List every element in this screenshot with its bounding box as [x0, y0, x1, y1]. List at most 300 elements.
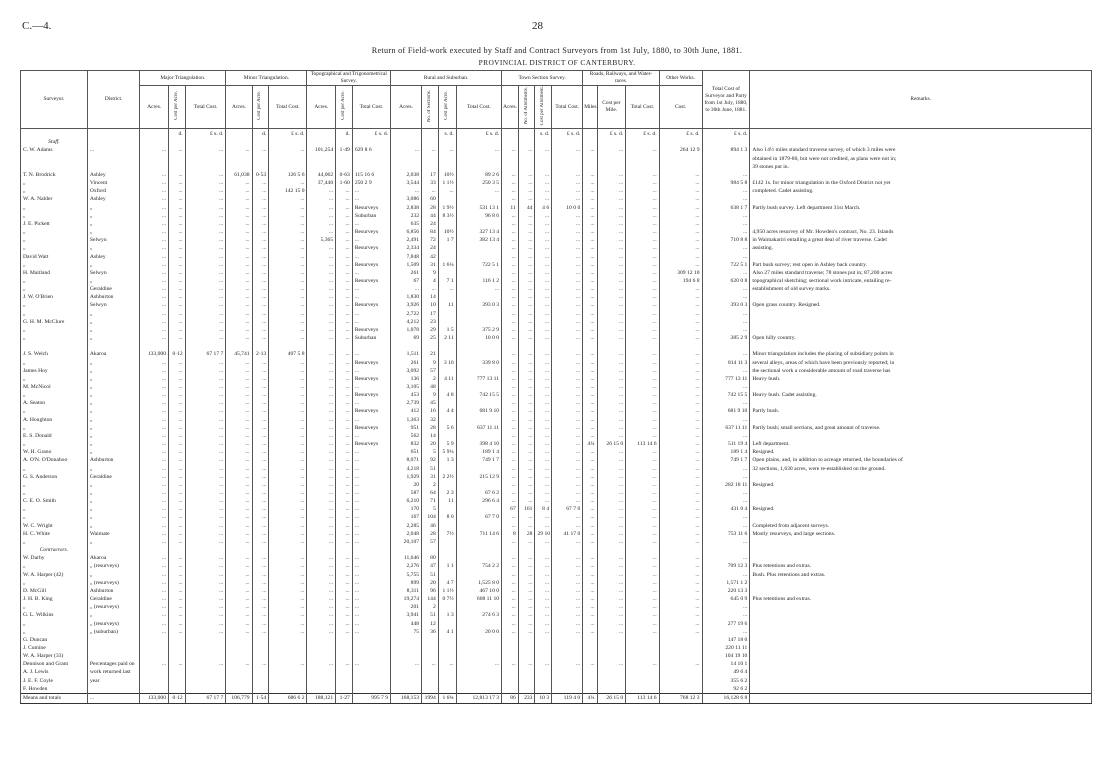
value-cell: ...	[185, 326, 226, 334]
value-cell	[535, 668, 552, 676]
value-cell: ...	[502, 554, 519, 562]
value-cell: ...	[226, 505, 252, 513]
value-cell	[456, 155, 501, 163]
value-cell	[659, 668, 702, 676]
value-cell: ...	[518, 375, 535, 383]
value-cell: ...	[626, 310, 659, 318]
value-cell: ...	[422, 285, 439, 293]
value-cell	[226, 138, 252, 146]
value-cell: ...	[626, 375, 659, 383]
value-cell	[583, 546, 597, 554]
value-cell: ...	[583, 171, 597, 179]
value-cell: ...	[336, 359, 353, 367]
value-cell: ...	[140, 195, 169, 203]
value-cell: ...	[307, 440, 336, 448]
district-cell	[87, 636, 140, 644]
value-cell: ...	[702, 513, 750, 521]
district-cell	[87, 652, 140, 660]
value-cell: 67	[502, 505, 519, 513]
value-cell	[438, 310, 456, 318]
value-cell: ...	[169, 228, 186, 236]
value-cell: ...	[552, 407, 583, 415]
value-cell: ...	[659, 253, 702, 261]
value-cell: 753 11 6	[702, 530, 750, 538]
value-cell	[518, 163, 535, 171]
unit-cell: d.	[336, 129, 353, 139]
total-cell: 233	[518, 693, 535, 703]
value-cell: ...	[140, 244, 169, 252]
remarks-cell: obtained in 1879-80, but were not credited, as plans were not in;	[750, 155, 1092, 163]
value-cell: 2,334	[391, 244, 422, 252]
value-cell: ...	[169, 587, 186, 595]
value-cell: ...	[702, 293, 750, 301]
district-cell: Selwyn	[87, 236, 140, 244]
value-cell	[659, 342, 702, 350]
value-cell: ...	[626, 285, 659, 293]
value-cell: ...	[535, 236, 552, 244]
remarks-cell: assisting.	[750, 244, 1092, 252]
value-cell	[336, 685, 353, 694]
value-cell: ...	[626, 326, 659, 334]
value-cell: ...	[597, 628, 626, 636]
district-cell: „	[87, 538, 140, 546]
table-row	[21, 220, 1092, 228]
value-cell: ...	[659, 391, 702, 399]
value-cell: 638 1 7	[702, 204, 750, 212]
value-cell: ...	[307, 571, 336, 579]
value-cell: ...	[307, 244, 336, 252]
value-cell: ...	[185, 448, 226, 456]
value-cell: 777 13 11	[456, 375, 501, 383]
value-cell: ...	[583, 318, 597, 326]
district-cell: Ashburton	[87, 587, 140, 595]
value-cell: ...	[502, 375, 519, 383]
value-cell	[438, 293, 456, 301]
value-cell: ...	[702, 285, 750, 293]
value-cell	[352, 155, 390, 163]
table-body	[21, 138, 1092, 703]
value-cell: ...	[535, 212, 552, 220]
value-cell: 398 4 10	[456, 440, 501, 448]
value-cell: ...	[518, 212, 535, 220]
value-cell: ...	[336, 334, 353, 342]
value-cell: 46	[422, 522, 439, 530]
value-cell: ...	[185, 212, 226, 220]
value-cell: ...	[185, 513, 226, 521]
value-cell: ...	[518, 301, 535, 309]
surveyor-cell: „	[21, 236, 88, 244]
value-cell: 339 8 0	[456, 359, 501, 367]
value-cell: 355 6 2	[702, 677, 750, 685]
value-cell	[552, 342, 583, 350]
value-cell: ...	[626, 204, 659, 212]
value-cell: ...	[269, 285, 307, 293]
total-cell	[750, 693, 1092, 703]
value-cell: ...	[597, 179, 626, 187]
district-cell: „	[87, 407, 140, 415]
table-row	[21, 448, 1092, 456]
value-cell: ...	[185, 571, 226, 579]
value-cell	[422, 685, 439, 694]
remarks-cell: Also 27 miles standard traverse; 78 stones put in; 87,200 acres	[750, 269, 1092, 277]
value-cell: ...	[502, 562, 519, 570]
value-cell: 608 11 10	[456, 595, 501, 603]
value-cell: ...	[626, 301, 659, 309]
value-cell: ...	[185, 603, 226, 611]
value-cell: 777 13 11	[702, 375, 750, 383]
value-cell: 1 1	[438, 562, 456, 570]
value-cell: ...	[702, 253, 750, 261]
value-cell	[438, 685, 456, 694]
value-cell: ...	[552, 171, 583, 179]
value-cell	[307, 546, 336, 554]
value-cell: 67 7 0	[552, 505, 583, 513]
value-cell: ...	[226, 538, 252, 546]
value-cell: ...	[185, 236, 226, 244]
value-cell: ...	[702, 310, 750, 318]
value-cell	[502, 668, 519, 676]
table-row	[21, 195, 1092, 203]
value-cell: ...	[252, 562, 269, 570]
value-cell: ...	[140, 473, 169, 481]
value-cell: ...	[307, 350, 336, 358]
value-cell: ...	[140, 628, 169, 636]
value-cell: ...	[307, 383, 336, 391]
value-cell: ...	[226, 579, 252, 587]
table-row	[21, 375, 1092, 383]
value-cell: ...	[140, 562, 169, 570]
value-cell: 2,285	[391, 522, 422, 530]
value-cell: 3,941	[391, 611, 422, 619]
value-cell	[352, 342, 390, 350]
district-cell: Ashley	[87, 195, 140, 203]
value-cell: ...	[226, 301, 252, 309]
value-cell: ...	[597, 497, 626, 505]
value-cell	[438, 522, 456, 530]
value-cell: 722 5 1	[702, 261, 750, 269]
value-cell: ...	[185, 367, 226, 375]
remarks-cell: Open grass country. Resigned.	[750, 301, 1092, 309]
return-table	[20, 70, 1092, 704]
value-cell	[422, 644, 439, 652]
value-cell: ...	[169, 391, 186, 399]
value-cell: ...	[269, 473, 307, 481]
table-row	[21, 432, 1092, 440]
value-cell: ...	[226, 595, 252, 603]
value-cell: ...	[185, 579, 226, 587]
value-cell: ...	[702, 212, 750, 220]
district-cell: „	[87, 505, 140, 513]
surveyor-cell	[21, 163, 88, 171]
district-cell: „	[87, 513, 140, 521]
value-cell: 951	[391, 424, 422, 432]
value-cell: 1 5	[438, 326, 456, 334]
value-cell: 10½	[438, 171, 456, 179]
value-cell: ...	[307, 318, 336, 326]
table-row	[21, 595, 1092, 603]
value-cell: ...	[552, 334, 583, 342]
value-cell	[535, 652, 552, 660]
value-cell: ...	[307, 513, 336, 521]
value-cell	[169, 677, 186, 685]
value-cell: ...	[336, 538, 353, 546]
value-cell: 23	[422, 318, 439, 326]
district-cell	[87, 155, 140, 163]
value-cell	[226, 644, 252, 652]
value-cell: 11,646	[391, 554, 422, 562]
value-cell: 1 1½	[438, 179, 456, 187]
value-cell	[307, 644, 336, 652]
value-cell: ...	[659, 497, 702, 505]
table-row	[21, 334, 1092, 342]
value-cell: ...	[552, 293, 583, 301]
value-cell: ...	[185, 554, 226, 562]
value-cell: ...	[140, 293, 169, 301]
value-cell: ...	[140, 554, 169, 562]
value-cell: ...	[552, 146, 583, 154]
district-cell: „	[87, 310, 140, 318]
value-cell: ...	[252, 456, 269, 464]
value-cell: ...	[185, 146, 226, 154]
value-cell: ...	[583, 628, 597, 636]
value-cell	[352, 677, 390, 685]
value-cell: ...	[535, 367, 552, 375]
value-cell: ...	[626, 587, 659, 595]
value-cell: ...	[502, 595, 519, 603]
sub-total-cost: Total Cost.	[269, 86, 307, 129]
value-cell: ...	[336, 391, 353, 399]
value-cell: ...	[518, 277, 535, 285]
surveyor-cell: „	[21, 391, 88, 399]
value-cell	[438, 652, 456, 660]
value-cell: ...	[352, 522, 390, 530]
value-cell: ...	[185, 195, 226, 203]
value-cell: ...	[535, 465, 552, 473]
surveyor-cell	[21, 342, 88, 350]
value-cell: ...	[552, 579, 583, 587]
value-cell: ...	[552, 383, 583, 391]
value-cell	[140, 677, 169, 685]
value-cell: ...	[252, 383, 269, 391]
value-cell: ...	[169, 571, 186, 579]
value-cell: ...	[626, 579, 659, 587]
value-cell	[438, 481, 456, 489]
value-cell: ...	[502, 416, 519, 424]
value-cell: ...	[252, 236, 269, 244]
value-cell: ...	[185, 359, 226, 367]
value-cell: ...	[140, 416, 169, 424]
value-cell: ...	[659, 473, 702, 481]
value-cell	[535, 644, 552, 652]
value-cell	[307, 163, 336, 171]
value-cell: 28	[518, 530, 535, 538]
value-cell: ...	[352, 350, 390, 358]
remarks-cell	[750, 220, 1092, 228]
value-cell: Resurveys	[352, 440, 390, 448]
value-cell: ...	[552, 269, 583, 277]
value-cell: ...	[626, 660, 659, 668]
total-cell: 188,121	[307, 693, 336, 703]
value-cell: 9	[422, 269, 439, 277]
sub-miles: Miles.	[583, 86, 597, 129]
sub-acres: Acres.	[391, 86, 422, 129]
value-cell: ...	[269, 383, 307, 391]
value-cell	[456, 571, 501, 579]
value-cell: ...	[659, 522, 702, 530]
value-cell: ...	[518, 236, 535, 244]
district-cell: „	[87, 489, 140, 497]
value-cell: ...	[659, 416, 702, 424]
value-cell: 1 6¼	[438, 261, 456, 269]
value-cell: ...	[535, 350, 552, 358]
value-cell: 681 9 10	[702, 407, 750, 415]
surveyor-cell: James Hoy	[21, 367, 88, 375]
value-cell: 1 1½	[438, 587, 456, 595]
value-cell: ...	[307, 253, 336, 261]
value-cell	[226, 155, 252, 163]
value-cell: ...	[185, 334, 226, 342]
unit-cell	[583, 129, 597, 139]
value-cell: 104 19 10	[702, 652, 750, 660]
value-cell: 8 3½	[438, 212, 456, 220]
table-row	[21, 530, 1092, 538]
value-cell: ...	[552, 587, 583, 595]
value-cell: ...	[626, 473, 659, 481]
total-cell: 0·12	[169, 693, 186, 703]
value-cell: ...	[518, 326, 535, 334]
value-cell: ...	[140, 424, 169, 432]
value-cell: ...	[502, 261, 519, 269]
district-cell: „	[87, 497, 140, 505]
value-cell: ...	[307, 310, 336, 318]
value-cell: ...	[252, 391, 269, 399]
value-cell: ...	[583, 220, 597, 228]
value-cell	[269, 163, 307, 171]
value-cell: 11	[502, 204, 519, 212]
value-cell: 126 5 6	[269, 171, 307, 179]
value-cell	[185, 685, 226, 694]
value-cell	[185, 155, 226, 163]
value-cell: ...	[502, 220, 519, 228]
value-cell: 28	[422, 204, 439, 212]
unit-cell	[502, 129, 519, 139]
value-cell	[391, 163, 422, 171]
surveyor-cell: J. W. O'Brien	[21, 293, 88, 301]
table-row	[21, 481, 1092, 489]
value-cell: 393 0 3	[456, 301, 501, 309]
value-cell: 14 10 1	[702, 660, 750, 668]
value-cell	[391, 668, 422, 676]
value-cell: ...	[583, 620, 597, 628]
value-cell	[456, 253, 501, 261]
value-cell: ...	[597, 261, 626, 269]
surveyor-cell: „	[21, 204, 88, 212]
value-cell: ...	[518, 579, 535, 587]
value-cell: ...	[226, 228, 252, 236]
value-cell: ...	[626, 318, 659, 326]
value-cell: 20	[422, 579, 439, 587]
value-cell: ...	[336, 595, 353, 603]
value-cell: ...	[535, 269, 552, 277]
value-cell: ...	[702, 497, 750, 505]
total-cell: 995 7 9	[352, 693, 390, 703]
surveyor-cell: M. McNicol	[21, 383, 88, 391]
value-cell: ...	[535, 456, 552, 464]
value-cell	[252, 546, 269, 554]
table-row	[21, 293, 1092, 301]
total-cell: 1·27	[336, 693, 353, 703]
value-cell: ...	[535, 587, 552, 595]
value-cell: ...	[140, 465, 169, 473]
value-cell: ...	[169, 253, 186, 261]
value-cell: ...	[518, 367, 535, 375]
value-cell: ...	[269, 407, 307, 415]
value-cell	[502, 163, 519, 171]
value-cell: ...	[185, 179, 226, 187]
value-cell: ...	[336, 269, 353, 277]
surveyor-cell: „	[21, 407, 88, 415]
value-cell: ...	[226, 465, 252, 473]
value-cell: 637 11 11	[702, 424, 750, 432]
value-cell: ...	[336, 522, 353, 530]
table-row	[21, 473, 1092, 481]
value-cell: ...	[140, 587, 169, 595]
value-cell: ...	[185, 407, 226, 415]
value-cell	[456, 546, 501, 554]
value-cell: ...	[626, 236, 659, 244]
page-number: 28	[532, 20, 543, 32]
table-row	[21, 326, 1092, 334]
value-cell: ...	[307, 448, 336, 456]
value-cell: ...	[659, 301, 702, 309]
value-cell: 2,838	[391, 204, 422, 212]
value-cell: 1·49	[336, 146, 353, 154]
value-cell	[438, 244, 456, 252]
value-cell: 9	[422, 391, 439, 399]
value-cell: ...	[552, 350, 583, 358]
value-cell: ...	[169, 424, 186, 432]
value-cell	[336, 155, 353, 163]
value-cell: ...	[552, 220, 583, 228]
value-cell: ...	[702, 628, 750, 636]
value-cell: ...	[626, 220, 659, 228]
remarks-cell: Resigned.	[750, 505, 1092, 513]
value-cell: ...	[307, 554, 336, 562]
value-cell	[456, 620, 501, 628]
value-cell: ...	[252, 465, 269, 473]
value-cell: ...	[307, 481, 336, 489]
value-cell: 2·13	[252, 350, 269, 358]
value-cell: ...	[140, 513, 169, 521]
value-cell: ...	[456, 146, 501, 154]
value-cell: ...	[659, 171, 702, 179]
value-cell	[438, 367, 456, 375]
total-cell: 10 3	[535, 693, 552, 703]
value-cell: ...	[702, 432, 750, 440]
district-cell: Ashley	[87, 171, 140, 179]
value-cell: ...	[169, 220, 186, 228]
value-cell: ...	[226, 660, 252, 668]
value-cell: ...	[169, 660, 186, 668]
value-cell: ...	[583, 293, 597, 301]
value-cell	[438, 416, 456, 424]
value-cell: ...	[352, 505, 390, 513]
table-row	[21, 636, 1092, 644]
value-cell: ...	[307, 473, 336, 481]
total-cell: 768 12 3	[659, 693, 702, 703]
value-cell: ...	[583, 579, 597, 587]
table-row	[21, 179, 1092, 187]
